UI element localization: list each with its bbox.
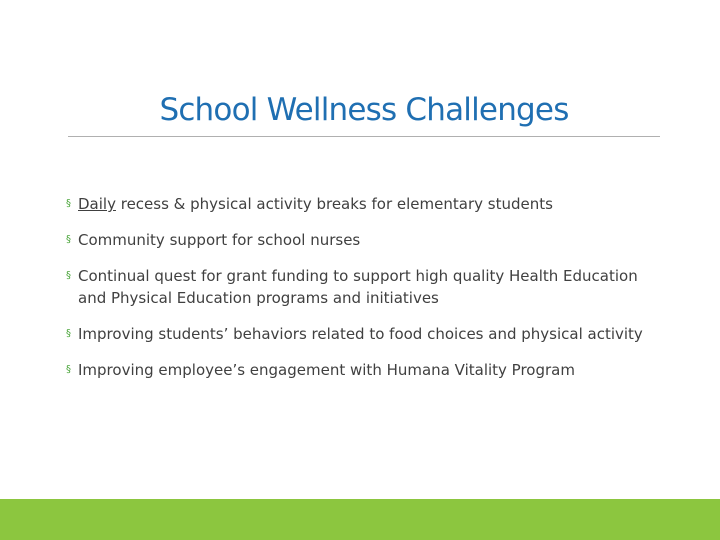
bullet-item	[65, 359, 665, 381]
bullet-marker-icon: §	[66, 234, 71, 245]
bullet-item	[65, 229, 665, 251]
bullet-text: Improving students’ behaviors related to food choices and physical activity	[78, 325, 643, 343]
title-divider	[68, 136, 660, 137]
bullet-marker-icon: §	[66, 364, 71, 375]
bullet-marker-icon: §	[66, 270, 71, 281]
bullet-marker-icon: §	[66, 328, 71, 339]
bullet-text: Improving employee’s engagement with Humana Vitality Program	[78, 361, 575, 379]
bullet-item	[65, 193, 665, 215]
bullet-item	[65, 265, 665, 309]
bullet-lead-text: Daily	[78, 195, 116, 213]
bullet-item	[65, 323, 665, 345]
bullet-text: Community support for school nurses	[78, 231, 361, 249]
bullet-text: recess & physical activity breaks for elementary students	[115, 195, 553, 213]
bullet-text: Continual quest for grant funding to support high quality Health Education and Physical Education programs and initiatives	[78, 267, 638, 307]
footer-accent-bar	[0, 499, 720, 540]
slide-title: School Wellness Challenges	[159, 92, 569, 128]
bullet-marker-icon: §	[66, 198, 71, 209]
bullet-list	[65, 193, 665, 395]
